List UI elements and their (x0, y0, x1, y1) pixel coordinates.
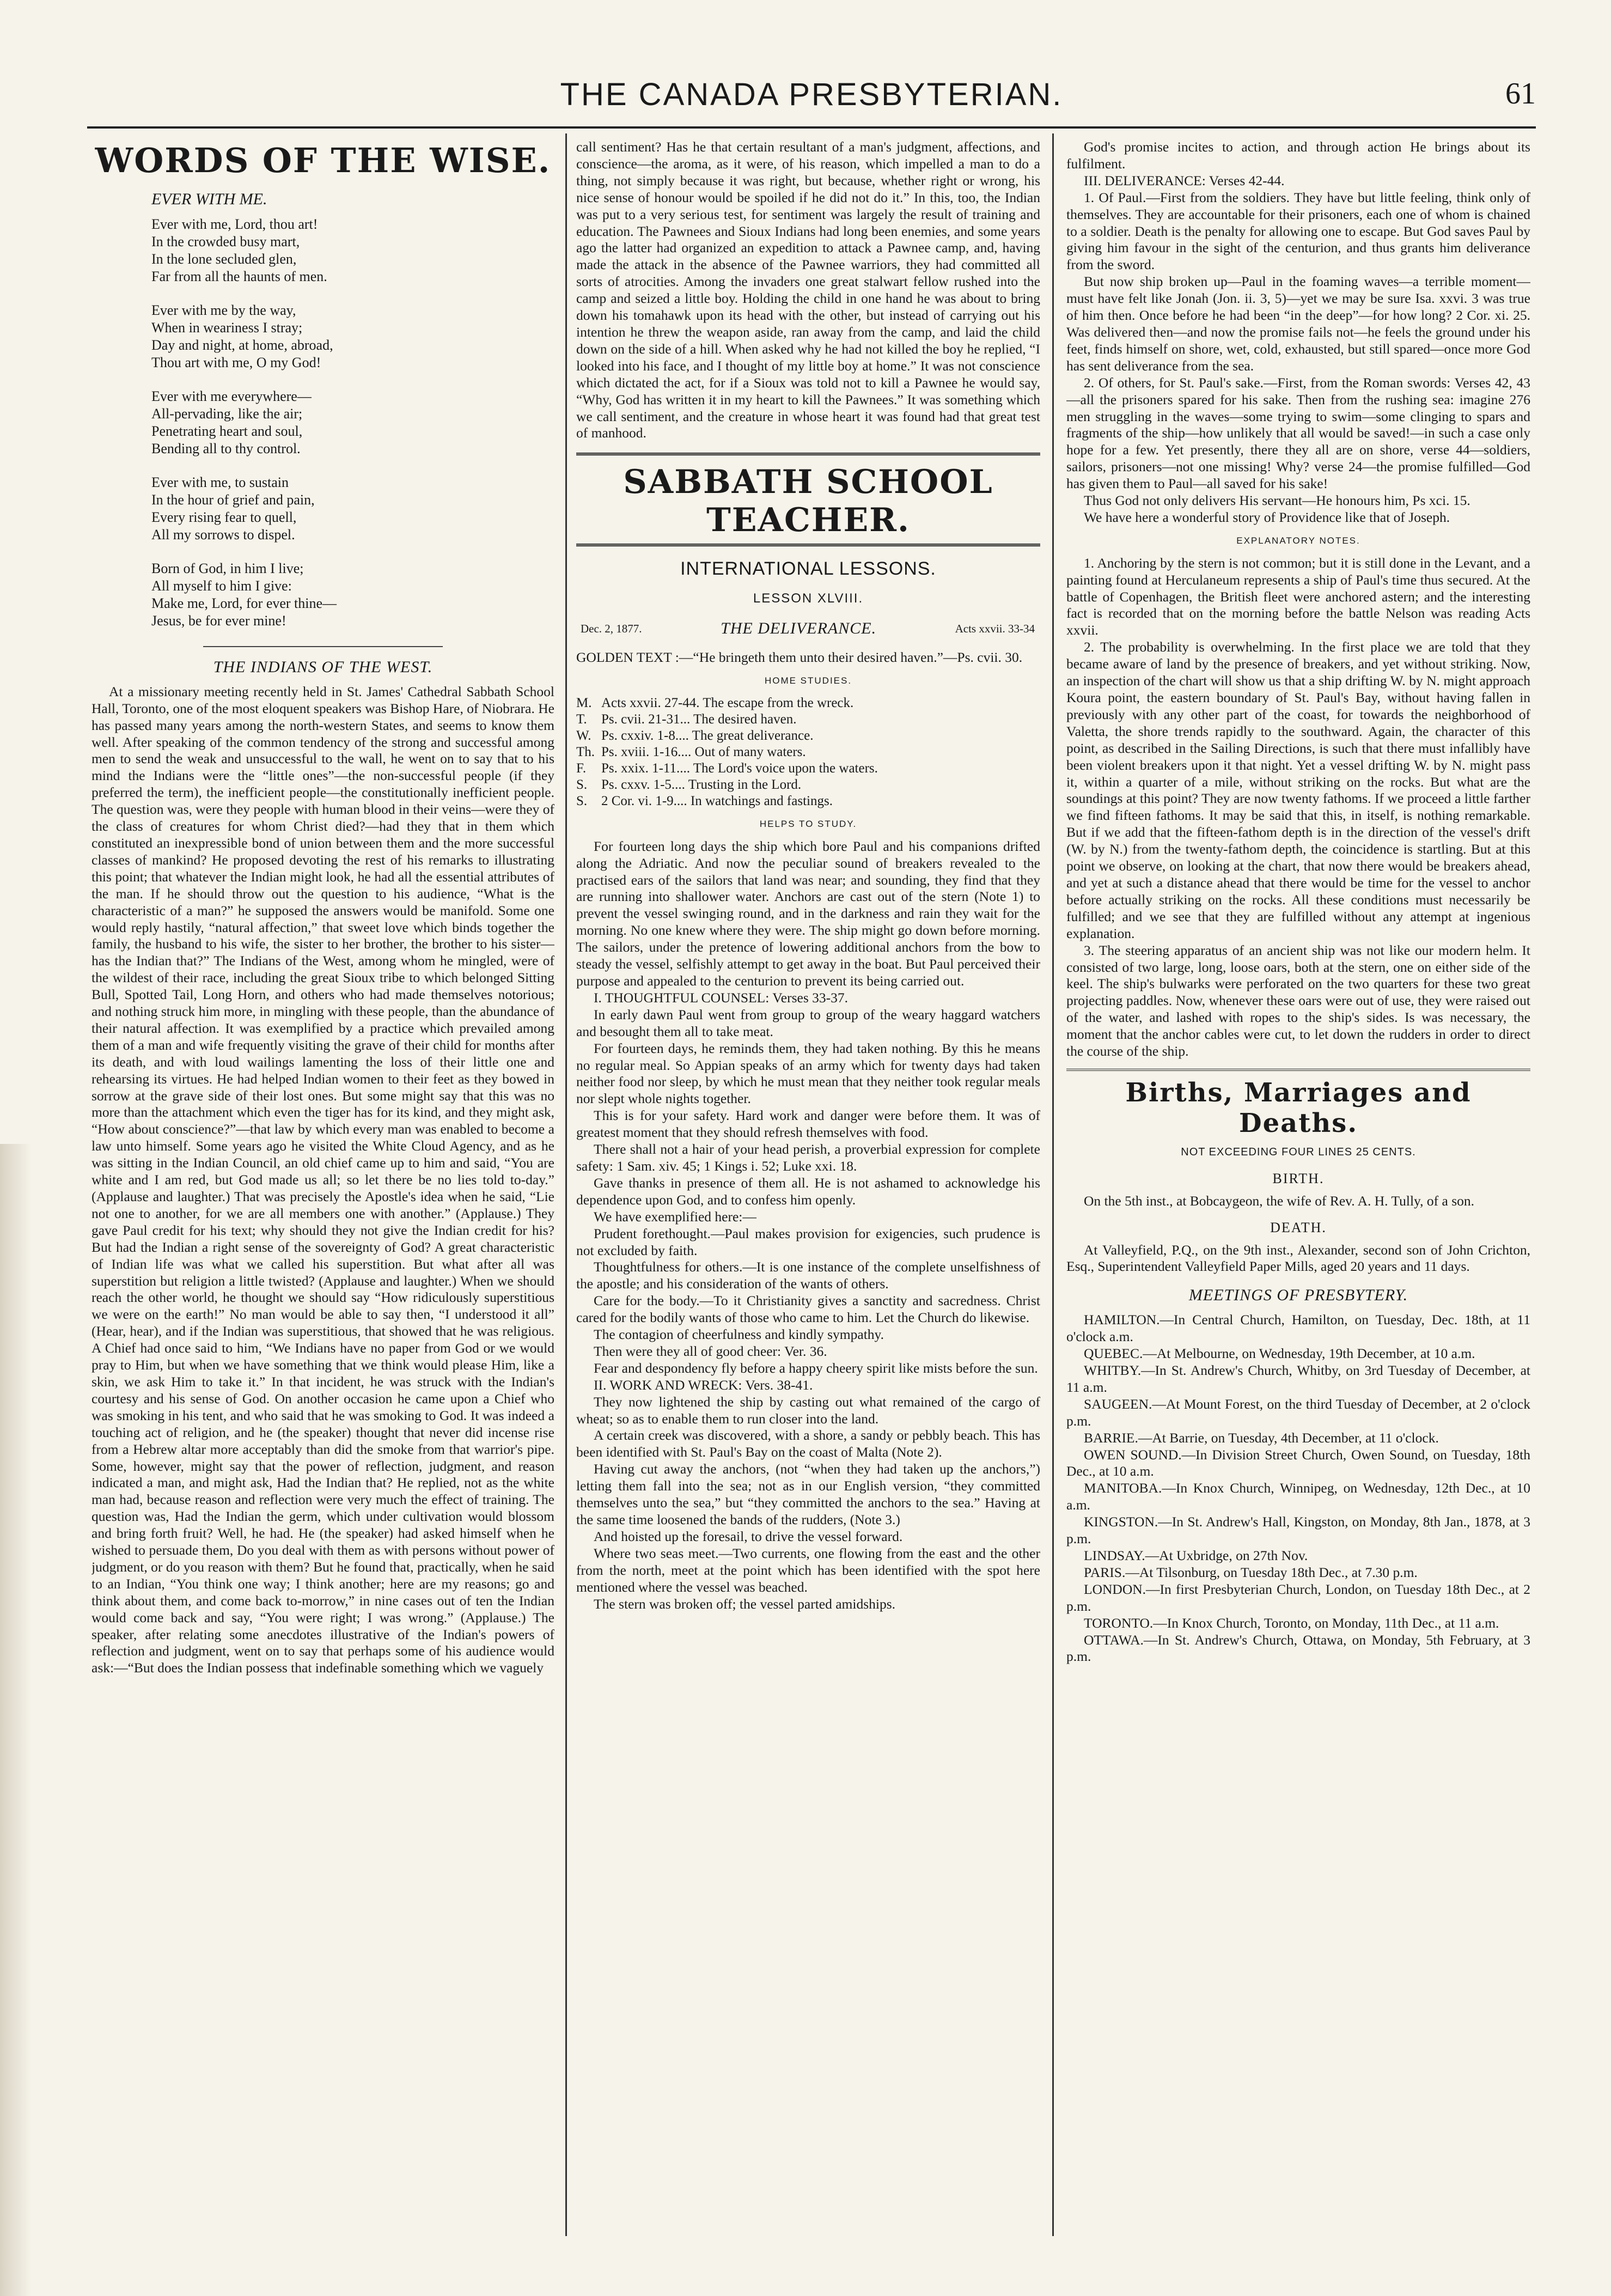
meeting-entry: QUEBEC.—At Melbourne, on Wednesday, 19th December, at 10 a.m. (1084, 1345, 1475, 1362)
meetings-of-presbytery-heading: MEETINGS OF PRESBYTERY. (1188, 1286, 1408, 1305)
meeting-entry: MANITOBA.—In Knox Church, Winnipeg, on Wednesday, 12th Dec., at 10 a.m. (1066, 1480, 1530, 1513)
paragraph: Then were they all of good cheer: Ver. 36. (594, 1343, 827, 1359)
paragraph: III. DELIVERANCE: Verses 42-44. (1084, 172, 1285, 188)
home-study-text: Ps. xviii. 1-16.... Out of many waters. (601, 744, 806, 759)
poem-line: Day and night, at home, abroad, (151, 337, 333, 353)
paragraph: And hoisted up the foresail, to drive the vessel forward. (594, 1528, 903, 1544)
paragraph: Thus God not only delivers His servant—He honours him, Ps xci. 15. (1084, 492, 1470, 509)
sabbath-school-teacher-banner: SABBATH SCHOOL TEACHER. (576, 453, 1040, 546)
home-study-day: Th. (576, 744, 595, 759)
poem-stanza (151, 216, 554, 285)
poem-line: Ever with me by the way, (151, 302, 296, 318)
home-study-row (576, 760, 1040, 777)
paragraph: II. WORK AND WRECK: Vers. 38-41. (594, 1377, 813, 1393)
poem-title: EVER WITH ME. (151, 190, 267, 208)
home-study-row (576, 711, 1040, 728)
meeting-entry: LONDON.—In first Presbyterian Church, London, on Tuesday 18th Dec., at 2 p.m. (1066, 1581, 1530, 1614)
masthead-rule (87, 126, 1536, 129)
meeting-entry: BARRIE.—At Barrie, on Tuesday, 4th December, at 11 o'clock. (1084, 1429, 1439, 1446)
meeting-entry: OWEN SOUND.—In Division Street Church, Owen Sound, on Tuesday, 18th Dec., at 10 a.m. (1066, 1446, 1530, 1479)
column-2 (576, 139, 1040, 2252)
article-continuation: call sentiment? Has he that certain resultant of a man's judgment, affections, and conscience—the aroma, as it were, of his reason, which impelled a man to do a thing, not simply because it was right, but because, whether right or wrong, his nice sense of honour would be spoiled if he did not do it.” In this, too, the Indian was put to a very serious test, for sentiment was largely the result of training and education. The Pawnees and Sioux Indians had long been enemies, and some years ago the latter had organized an expedition to attack a Pawnee camp, and, having made the attack in the absence of the Pawnee warriors, they had committed all sorts of atrocities. Among the invaders one great stalwart fellow rushed into the camp and seized a little boy. Holding the child in one hand he was about to bring down his tomahawk upon its head with the other, but instead of carrying out his intention he threw the weapon aside, ran away from the camp, and laid the child down on the side of a hill. When asked why he had not killed the boy he replied, “I looked into his face, and I thought of my little boy at home.” It was not conscience which dictated the act, for if a Sioux was told not to kill a Pawnee he would say, “Why, God has written it in my heart to kill the Pawnees.” It was something which we call sentiment, and the creature in whose heart it was found had that great test of manhood. (576, 139, 1040, 441)
paragraph: I. THOUGHTFUL COUNSEL: Verses 33-37. (594, 989, 849, 1006)
page-number: 61 (1505, 77, 1536, 111)
poem-line: Bending all to thy control. (151, 440, 301, 456)
paragraph: In early dawn Paul went from group to group of the weary haggard watchers and besought them all to take meat. (576, 1006, 1040, 1039)
birth-heading: BIRTH. (1272, 1170, 1325, 1186)
article-title: THE INDIANS OF THE WEST. (213, 657, 433, 676)
golden-text: GOLDEN TEXT :—“He bringeth them unto their desired haven.”—Ps. cvii. 30. (576, 649, 1023, 666)
lesson-reference: Acts xxvii. 33-34 (955, 622, 1035, 636)
poem-line: Ever with me, to sustain (151, 474, 289, 490)
binding-shadow (0, 1144, 32, 2296)
home-study-text: Ps. cxxv. 1-5.... Trusting in the Lord. (601, 777, 802, 792)
home-study-day: F. (576, 760, 587, 776)
masthead (87, 76, 1536, 125)
article-body (91, 684, 554, 1677)
home-study-row (576, 695, 1040, 711)
poem-line: All myself to him I give: (151, 577, 292, 594)
publication-title: THE CANADA PRESBYTERIAN. (560, 77, 1063, 112)
paragraph: We have here a wonderful story of Providence like that of Joseph. (1084, 509, 1450, 525)
home-study-row (576, 728, 1040, 744)
poem-line: Ever with me, Lord, thou art! (151, 216, 318, 232)
poem-line: All my sorrows to dispel. (151, 526, 295, 543)
poem-stanza (151, 388, 554, 458)
poem-line: When in weariness I stray; (151, 319, 303, 336)
home-study-text: 2 Cor. vi. 1-9.... In watchings and fastings. (601, 793, 833, 808)
poem-line: Far from all the haunts of men. (151, 268, 327, 284)
meeting-entry: PARIS.—At Tilsonburg, on Tuesday 18th Dec., at 7.30 p.m. (1084, 1564, 1418, 1580)
paragraph: For fourteen long days the ship which bore Paul and his companions drifted along the Adriatic. And now the peculiar sound of breakers revealed to the practised ears of the sailors that land was near; and sounding, they find that they are running into shallower water. Anchors are cast out of the stern (Note 1) to prevent the vessel swinging round, and in the darkness and rain they wait for the morning. No one knew where they were. The ship might go down before morning. The sailors, under the pretence of lowering additional anchors from the bow to steady the vessel, selfishly attempt to get away in the boat. But Paul perceived their purpose and appealed to the centurion to prevent its being carried out. (576, 838, 1040, 989)
explanatory-note: 1. Anchoring by the stern is not common; but it is still done in the Levant, and a painting found at Herculaneum represents a ship of Paul's time thus secured. At the battle of Copenhagen, the British fleet were anchored astern; and the interesting fact is recorded that on the morning before the battle Nelson was reading Acts xxvii. (1066, 555, 1530, 638)
home-study-day: S. (576, 777, 588, 792)
column-rule (565, 133, 567, 2236)
home-study-day: M. (576, 695, 592, 710)
poem-line: Born of God, in him I live; (151, 560, 304, 576)
poem (91, 216, 554, 630)
paragraph: Having cut away the anchors, (not “when they had taken up the anchors,”) letting them fall into the sea; not as in our English version, “they committed themselves unto the sea,” but “they committed the anchors to the sea.” Having at the same time loosened the bands of the rudders, (Note 3.) (576, 1461, 1040, 1527)
paragraph: At a missionary meeting recently held in St. James' Cathedral Sabbath School Hall, Toronto, one of the most eloquent speakers was Bishop Hare, of Niobrara. He has passed many years among the north-western States, and seems to know them well. After speaking of the common tendency of the strong and successful among men to send the weak and unsuccessful to the wall, he went on to say that to his mind the Indians were the “little ones”—the non-successful people (if they preferred the term), the inefficient people—the constitutionally inefficient people. The question was, were they people with human blood in their veins—were they of the class of creatures for whom Christ died?—had they that in them which constituted an inexpressible bond of union between them and the more successful classes of mankind? He proposed devoting the rest of his remarks to illustrating this point; that whatever the Indian might look, he had all the essential attributes of the man. If he should throw out the question to his audience, “What is the characteristic of a man?” he supposed the answers would be manifold. Some one would reply hastily, “natural affection,” that sweet love which binds together the family, the husband to his wife, the sister to her brother, the brother to his sister—has the Indian that?” The Indians of the West, among whom he mingled, were of the wildest of their race, including the great Sioux tribe to which belonged Sitting Bull, Spotted Tail, Long Horn, and others who had made themselves notorious; and nothing struck him more, in mingling with these people, than the abundance of their natural affection. It was exemplified by a practice which prevailed among them of a man and wife frequently visiting the grave of their child for months after its death, and with loud wailings lamenting the loss of their little one and rehearsing its virtues. He had helped Indian women to their feet as they bowed in sorrow at the grave side of their lost ones. But some might say that this was no more than the attachment which even the tiger has for its kind, and they might ask, “How about conscience?”—that law by which every man was enabled to become a law unto himself. Some years ago he visited the White Cloud Agency, and as he was sitting in the Indian Council, an old chief came up to him and said, “You are white and I am red, but God made us all; so let there be no lies told to-day.” (Applause and laughter.) That was precisely the Apostle's idea when he said, “Lie not one to another, for we are all members one with another.” (Applause.) They gave Paul credit for his text; why should they not give the Indian credit for his? But had the Indian a right sense of the sovereignty of God? A great characteristic of Indian life was what we called his superstition. But what after all was superstition but religion a little twisted? (Applause and laughter.) When we should reach the other world, he thought we should say “How ridiculously superstitious we were on the earth!” No man would be able to say then, “I understood it all” (Hear, hear), and if the Indian was superstitious, that showed that he was religious. A Chief had once said to him, “We Indians have no paper from God or we would pray to Him, but when we have something that we think would please Him, like a skin, we ask Him to take it.” In that incident, he was struck with the Indian's courtesy and his sense of God. On another occasion he came upon a Chief who was smoking in his tent, and who said that he was smoking to God. It was indeed a touching act of religion, and he (the speaker) thought that never did incense rise from a Hebrew altar more acceptably than did the smoke from that warrior's pipe. Some, however, might say that the power of reflection, judgment, and reason indicated a man, and might ask, Had the Indian that? He replied, not as the white man had, because reason and reflection were very much the effect of training. The question was, Had the Indian the germ, which under cultivation would blossom and bring forth fruit? Well, he had. He (the speaker) had asked himself when he wished to persuade them, Do you deal with them as with persons without power of judgment, or do you reason with them? But he found that, practically, when he said to an Indian, “You think one way; I think another; here are my reasons; go and think about them, and come back to-morrow,” in nine cases out of ten the Indian would come back and say, “You were right; I was wrong.” (Applause.) The speaker, after relating some anecdotes illustrative of the Indian's powers of reflection and judgment, went on to say that perhaps some of his audience would ask:—“But does the Indian possess that indefinable something which we vaguely (91, 683, 554, 1676)
paragraph: Gave thanks in presence of them all. He is not ashamed to acknowledge his dependence upon God, and to confess him openly. (576, 1174, 1040, 1208)
international-lessons-heading: INTERNATIONAL LESSONS. (680, 558, 936, 580)
meeting-entry: WHITBY.—In St. Andrew's Church, Whitby, on 3rd Tuesday of December, at 11 a.m. (1066, 1362, 1530, 1395)
home-study-day: T. (576, 711, 587, 727)
paragraph: God's promise incites to action, and through action He brings about its fulfilment. (1066, 139, 1530, 172)
home-study-text: Ps. cxxiv. 1-8.... The great deliverance. (601, 728, 814, 743)
poem-stanza (151, 474, 554, 544)
home-study-text: Acts xxvii. 27-44. The escape from the wreck. (601, 695, 854, 710)
poem-stanza (151, 560, 554, 630)
paragraph: Thoughtfulness for others.—It is one instance of the complete unselfishness of the apostle; and his consideration of the wants of others. (576, 1259, 1040, 1292)
lesson-body (576, 838, 1040, 1613)
paragraph: This is for your safety. Hard work and danger were before them. It was of greatest moment that they should refresh themselves with food. (576, 1107, 1040, 1141)
home-studies-list (576, 695, 1040, 809)
poem-line: Make me, Lord, for ever thine— (151, 595, 337, 611)
poem-line: In the lone secluded glen, (151, 251, 297, 267)
poem-stanza (151, 302, 554, 371)
column-rule (1052, 133, 1054, 2236)
meeting-entry: LINDSAY.—At Uxbridge, on 27th Nov. (1084, 1547, 1308, 1563)
home-study-text: Ps. cvii. 21-31... The desired haven. (601, 711, 797, 727)
paragraph: There shall not a hair of your head perish, a proverbial expression for complete safety: 1 Sam. xiv. 45; 1 Kings i. 52; Luke xxi. 18. (576, 1141, 1040, 1174)
paragraph: The contagion of cheerfulness and kindly sympathy. (594, 1326, 884, 1343)
paragraph: The stern was broken off; the vessel parted amidships. (594, 1595, 896, 1612)
home-studies-heading: HOME STUDIES. (764, 675, 852, 686)
home-study-row (576, 777, 1040, 793)
home-study-row (576, 744, 1040, 760)
death-notice: At Valleyfield, P.Q., on the 9th inst., Alexander, second son of John Crichton, Esq., Superintendent Valleyfield Paper Mills, aged 20 years and 11 days. (1066, 1241, 1530, 1275)
death-heading: DEATH. (1270, 1219, 1327, 1235)
paragraph: 2. Of others, for St. Paul's sake.—First, from the Roman swords: Verses 42, 43—all the prisoners spared for his sake. Then from the rushing sea: imagine 276 men struggling in the waves—some trying to swim—some clinging to spars and fragments of the ship—how unlikely that all would be saved!—in such a case only hope for a few. Yet presently, there they all are on shore, verse 44—soldiers, sailors, prisoners—not one missing! Why? verse 24—the promise fulfilled—God has given them to Paul—all saved for his sake! (1066, 374, 1530, 492)
births-marriages-deaths-banner: Births, Marriages and Deaths. (1066, 1069, 1530, 1138)
paragraph: Care for the body.—To it Christianity gives a sanctity and sacredness. Christ cared for the bodily wants of those who came to him. Let the Church do likewise. (576, 1293, 1040, 1326)
poem-line: Every rising fear to quell, (151, 509, 297, 525)
home-study-row (576, 793, 1040, 809)
meeting-entry: OTTAWA.—In St. Andrew's Church, Ottawa, on Monday, 5th February, at 3 p.m. (1066, 1631, 1530, 1665)
poem-line: In the hour of grief and pain, (151, 491, 315, 508)
home-study-day: W. (576, 728, 591, 743)
words-of-the-wise-banner: WORDS OF THE WISE. (95, 141, 551, 180)
meeting-entry: HAMILTON.—In Central Church, Hamilton, on Tuesday, Dec. 18th, at 11 o'clock a.m. (1066, 1312, 1530, 1345)
meeting-entry: KINGSTON.—In St. Andrew's Hall, Kingston, on Monday, 8th Jan., 1878, at 3 p.m. (1066, 1514, 1530, 1547)
explanatory-notes-heading: EXPLANATORY NOTES. (1236, 535, 1360, 546)
paragraph: A certain creek was discovered, with a shore, a sandy or pebbly beach. This has been identified with St. Paul's Bay on the coast of Malta (Note 2). (576, 1427, 1040, 1460)
paragraph: But now ship broken up—Paul in the foaming waves—a terrible moment—must have felt like Jonah (Jon. ii. 3, 5)—yet we may be sure Isa. xxvi. 3 was true of him then. Once before he had been “in the deep”—for how long? 2 Cor. xi. 25. Was delivered then—and now the promise fails not—he feels the ground under his feet, finds himself on shore, wet, cold, exhausted, but still spared—once more God has sent deliverance from the sea. (1066, 273, 1530, 374)
explanatory-note: 3. The steering apparatus of an ancient ship was not like our modern helm. It consisted of two large, long, loose oars, both at the stern, one on either side of the keel. The ship's bulwarks were perforated on the two quarters for these two great projecting paddles. Now, whenever these oars were out of use, they were raised out of the water, and lashed with ropes to the ship's sides. Is was necessary, the moment that the anchor cables were cut, to let down the rudders in order to direct the course of the ship. (1066, 942, 1530, 1059)
poem-line: Thou art with me, O my God! (151, 354, 321, 370)
home-study-text: Ps. xxix. 1-11.... The Lord's voice upon the waters. (601, 760, 878, 776)
paragraph: Fear and despondency fly before a happy cheery spirit like mists before the sun. (594, 1360, 1038, 1376)
meetings-list (1066, 1312, 1530, 1665)
lesson-header (581, 620, 1035, 637)
divider (203, 646, 443, 647)
column-3 (1066, 139, 1530, 2252)
paragraph: Prudent forethought.—Paul makes provision for exigencies, such prudence is not excluded by faith. (576, 1225, 1040, 1258)
birth-notice: On the 5th inst., at Bobcaygeon, the wife of Rev. A. H. Tully, of a son. (1084, 1192, 1475, 1209)
lesson-number: LESSON XLVIII. (753, 591, 864, 606)
lesson-continuation (1066, 139, 1530, 526)
paragraph: We have exemplified here:— (594, 1208, 756, 1225)
notice-rate: NOT EXCEEDING FOUR LINES 25 CENTS. (1181, 1146, 1416, 1158)
explanatory-notes (1066, 555, 1530, 1060)
column-1 (91, 139, 554, 2252)
poem-line: Penetrating heart and soul, (151, 423, 303, 439)
helps-heading: HELPS TO STUDY. (759, 818, 857, 829)
lesson-title: THE DELIVERANCE. (721, 619, 877, 638)
lesson-date: Dec. 2, 1877. (581, 622, 642, 636)
paragraph: 1. Of Paul.—First from the soldiers. They have but little feeling, think only of themselves. They are accountable for their prisoners, each one of whom is chained to a soldier. Death is the penalty for allowing one to escape. But God saves Paul by giving him favour in the sight of the centurion, and thus grants him deliverance from the sword. (1066, 189, 1530, 273)
meeting-entry: SAUGEEN.—At Mount Forest, on the third Tuesday of December, at 2 o'clock p.m. (1066, 1396, 1530, 1429)
home-study-day: S. (576, 793, 588, 808)
meeting-entry: TORONTO.—In Knox Church, Toronto, on Monday, 11th Dec., at 11 a.m. (1084, 1615, 1499, 1631)
poem-line: Ever with me everywhere— (151, 388, 312, 404)
paragraph: Where two seas meet.—Two currents, one flowing from the east and the other from the north, meet at the point which has been identified with the spot here mentioned where the vessel was beached. (576, 1545, 1040, 1595)
poem-line: In the crowded busy mart, (151, 233, 300, 249)
paragraph: They now lightened the ship by casting out what remained of the cargo of wheat; so as to enable them to run closer into the land. (576, 1393, 1040, 1427)
explanatory-note: 2. The probability is overwhelming. In the first place we are told that they became aware of land by the presence of breakers, and yet without striking. Now, an inspection of the chart will show us that a ship drifting W. by N. might approach Koura point, the eastern boundary of St. Paul's Bay, without having fallen in previously with any other part of the coast, for towards the neighborhood of Valetta, the shore trends rapidly to the southward. Again, the character of this point, as described in the Sailing Directions, is such that there must infallibly have been violent breakers upon it that night. Yet a vessel drifting W. by N. might pass it, within a quarter of a mile, without striking on the rocks. But what are the soundings at this point? They are now twenty fathoms. If we proceed a little farther we find fifteen fathoms. It may be said that this, in itself, is nothing remarkable. But if we add that the fifteen-fathom depth is in the direction of the vessel's drift (W. by N.) from the twenty-fathom depth, the coincidence is startling. But at this point we observe, on looking at the chart, that now there would be breakers ahead, and yet at such a distance ahead that there would be time for the vessel to anchor before actually striking on the rocks. All these conditions must necessarily be fulfilled; and we see that they are fulfilled without any attempt at ingenious explanation. (1066, 639, 1530, 941)
paragraph: For fourteen days, he reminds them, they had taken nothing. By this he means no regular meal. So Appian speaks of an army which for twenty days had taken neither food nor sleep, by which he must mean that they neither took regular meals nor slept whole nights together. (576, 1040, 1040, 1107)
poem-line: Jesus, be for ever mine! (151, 612, 286, 629)
poem-line: All-pervading, like the air; (151, 405, 303, 422)
